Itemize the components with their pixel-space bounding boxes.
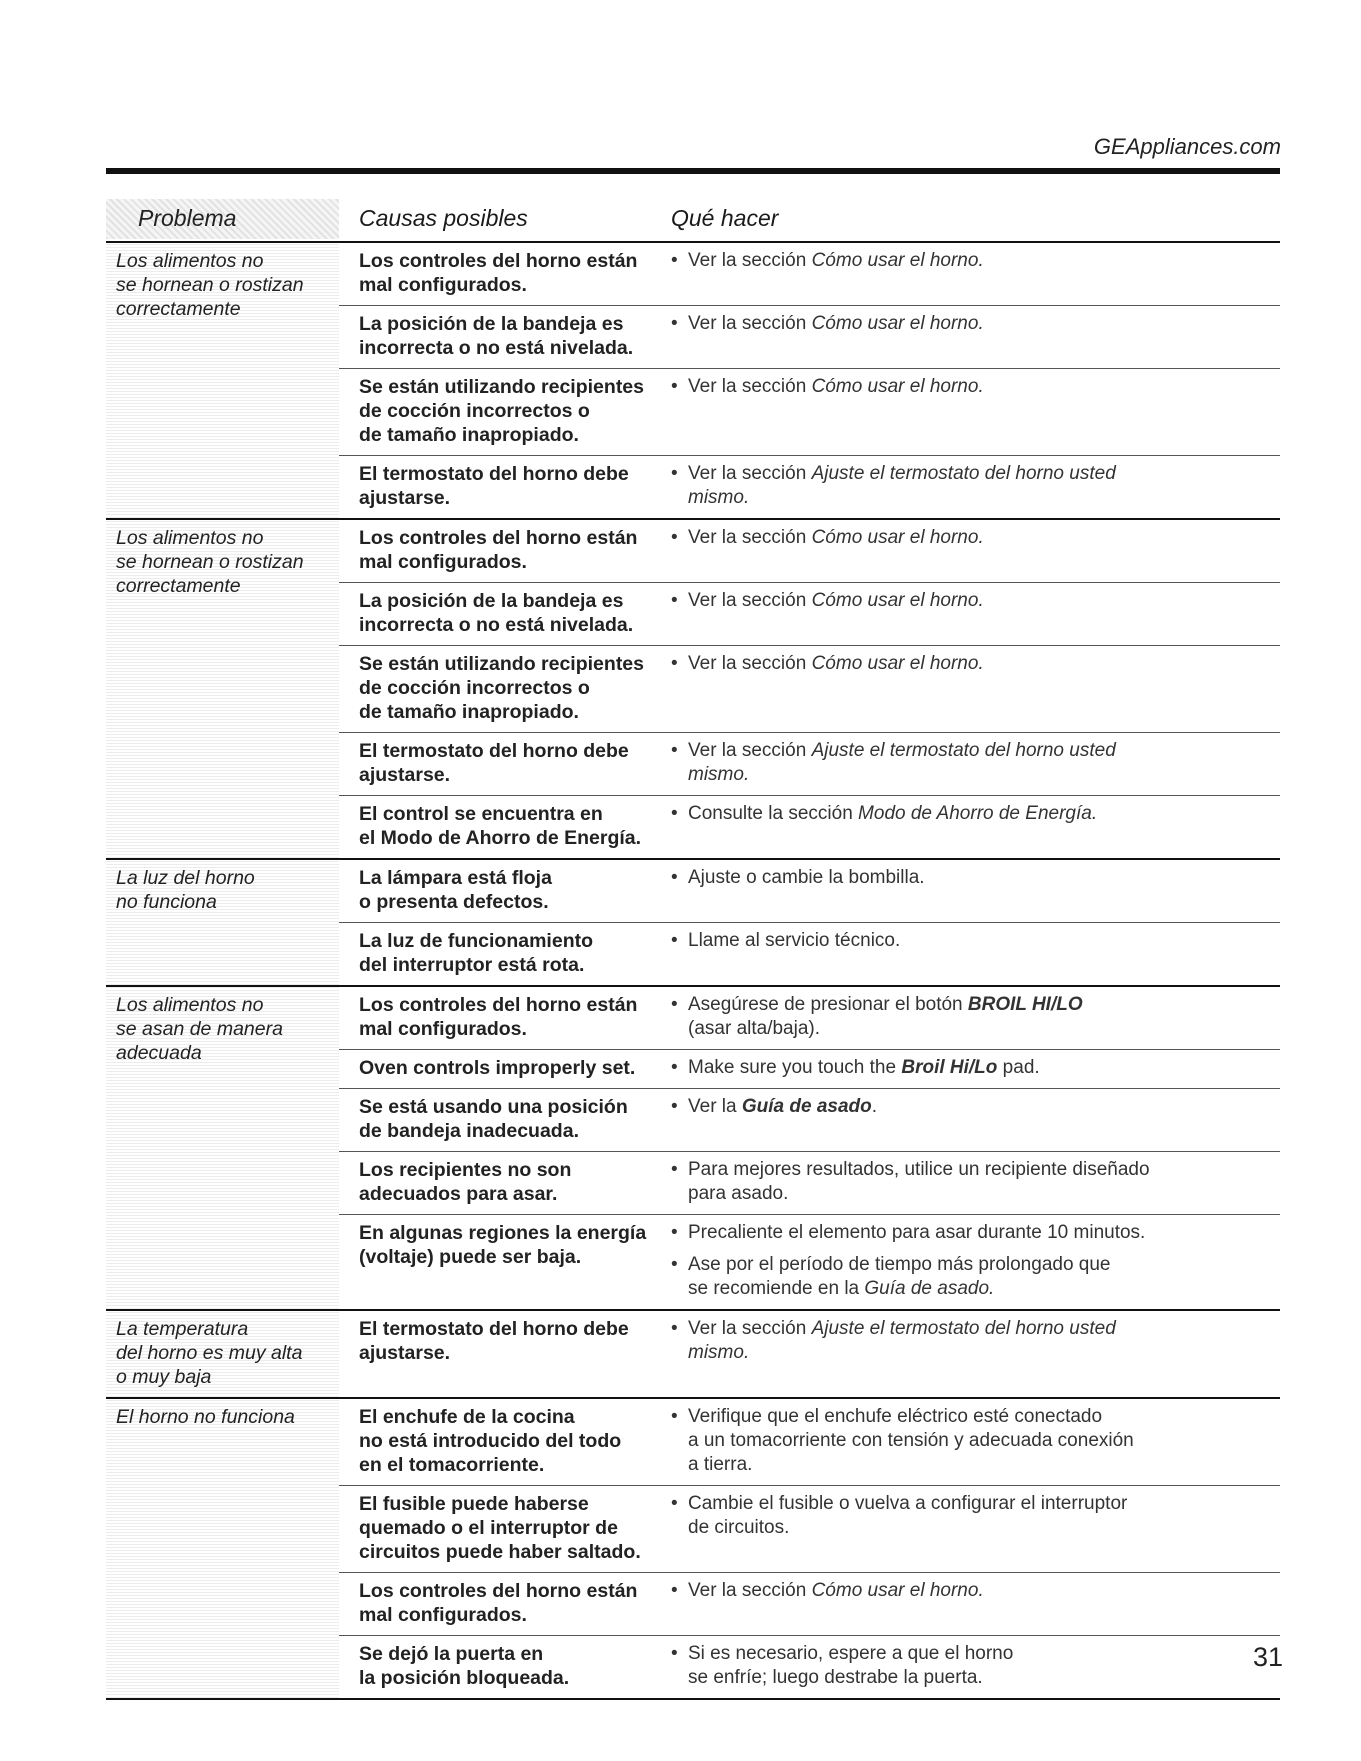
action-text: Verifique que el enchufe eléctrico esté conectado a un tomacorriente con tensión y adecuada conexión a tierra. (688, 1406, 1134, 1475)
action-item (671, 462, 1270, 510)
possible-cause: Los controles del horno están mal configurados. (359, 994, 638, 1040)
action-text-after: (asar alta/baja). (688, 1018, 821, 1039)
what-to-do (671, 733, 1280, 795)
problem-name: Los alimentos no se asan de manera adecuada (106, 987, 339, 1309)
page-number: 31 (1252, 1642, 1283, 1672)
possible-cause: En algunas regiones la energía (voltaje) puede ser baja. (359, 1222, 647, 1268)
problem-name: La temperatura del horno es muy alta o muy baja (106, 1311, 339, 1397)
action-text: Ver la (688, 1096, 742, 1117)
action-text-after: pad. (997, 1057, 1040, 1078)
possible-cause: El control se encuentra en el Modo de Ahorro de Energía. (359, 803, 642, 849)
possible-cause: El termostato del horno debe ajustarse. (359, 463, 629, 509)
action-text: Ver la sección (688, 653, 812, 674)
what-to-do (671, 923, 1280, 985)
action-item (671, 312, 1270, 336)
action-text-after: . (871, 1096, 878, 1117)
action-text: Ver la sección (688, 376, 812, 397)
table-row (339, 987, 1280, 1050)
action-reference: Cómo usar el horno. (811, 653, 984, 674)
table-row (339, 733, 1280, 796)
table-row (339, 243, 1280, 306)
action-item (671, 249, 1270, 273)
what-to-do (671, 1399, 1280, 1485)
table-row (339, 860, 1280, 923)
action-item (671, 1405, 1270, 1477)
what-to-do (671, 646, 1280, 732)
possible-cause: El termostato del horno debe ajustarse. (359, 740, 629, 786)
table-header (106, 199, 1280, 243)
action-item (671, 1221, 1270, 1245)
table-row (339, 1050, 1280, 1089)
problem-name: Los alimentos no se hornean o rostizan correctamente (106, 243, 339, 518)
what-to-do (671, 860, 1280, 922)
possible-cause: Se está usando una posición de bandeja inadecuada. (359, 1096, 628, 1142)
possible-cause: Se están utilizando recipientes de cocción incorrectos o de tamaño inapropiado. (359, 376, 644, 446)
action-reference: Guía de asado. (864, 1278, 995, 1299)
possible-cause: Los recipientes no son adecuados para asar. (359, 1159, 572, 1205)
possible-cause: El enchufe de la cocina no está introducido del todo en el tomacorriente. (359, 1406, 622, 1476)
action-text: Ver la sección (688, 1318, 812, 1339)
action-item (671, 993, 1270, 1041)
action-text: Asegúrese de presionar el botón (688, 994, 968, 1015)
action-item (671, 652, 1270, 676)
table-row (339, 1636, 1280, 1698)
possible-cause: Los controles del horno están mal configurados. (359, 250, 638, 296)
what-to-do (671, 987, 1280, 1049)
action-bold-term: Broil Hi/Lo (901, 1057, 998, 1078)
action-item (671, 526, 1270, 550)
table-row (339, 583, 1280, 646)
action-item (671, 1253, 1270, 1301)
what-to-do (671, 1050, 1280, 1088)
table-row (339, 306, 1280, 369)
action-text: Ajuste o cambie la bombilla. (688, 867, 925, 888)
table-row (339, 796, 1280, 858)
action-reference: Ajuste el termostato del horno usted mismo. (688, 463, 1116, 508)
action-reference: Cómo usar el horno. (811, 376, 984, 397)
action-text: Cambie el fusible o vuelva a configurar el interruptor de circuitos. (688, 1493, 1128, 1538)
action-item (671, 1492, 1270, 1540)
what-to-do (671, 1152, 1280, 1214)
table-row (339, 1311, 1280, 1373)
table-row (339, 1152, 1280, 1215)
table-row (339, 1399, 1280, 1486)
action-reference: Cómo usar el horno. (811, 313, 984, 334)
action-text: Si es necesario, espere a que el horno se enfríe; luego destrabe la puerta. (688, 1643, 1014, 1688)
action-item (671, 1642, 1270, 1690)
action-reference: Cómo usar el horno. (811, 527, 984, 548)
what-to-do (671, 1215, 1280, 1309)
possible-cause: Los controles del horno están mal configurados. (359, 1580, 638, 1626)
problem-group (106, 1399, 1280, 1700)
action-item (671, 375, 1270, 399)
problem-name: El horno no funciona (106, 1399, 339, 1698)
problem-group (106, 243, 1280, 520)
action-text: Precaliente el elemento para asar durante 10 minutos. (688, 1222, 1146, 1243)
table-row (339, 369, 1280, 456)
header-rule (106, 168, 1280, 174)
troubleshooting-table (106, 199, 1280, 1700)
action-item (671, 1317, 1270, 1365)
what-to-do (671, 1311, 1280, 1373)
what-to-do (671, 456, 1280, 518)
action-text: Ver la sección (688, 250, 812, 271)
what-to-do (671, 796, 1280, 858)
possible-cause: La posición de la bandeja es incorrecta o no está nivelada. (359, 313, 634, 359)
action-bold-term: BROIL HI/LO (967, 994, 1083, 1015)
table-row (339, 1089, 1280, 1152)
column-header-actions: Qué hacer (671, 205, 779, 231)
table-row (339, 1573, 1280, 1636)
what-to-do (671, 1573, 1280, 1635)
action-reference: Cómo usar el horno. (811, 1580, 984, 1601)
table-row (339, 646, 1280, 733)
action-text: Ver la sección (688, 740, 812, 761)
possible-cause: El fusible puede haberse quemado o el interruptor de circuitos puede haber saltado. (359, 1493, 641, 1563)
problem-group (106, 987, 1280, 1311)
action-reference: Cómo usar el horno. (811, 590, 984, 611)
what-to-do (671, 306, 1280, 368)
table-row (339, 923, 1280, 985)
action-item (671, 929, 1270, 953)
action-item (671, 1158, 1270, 1206)
possible-cause: Oven controls improperly set. (359, 1057, 636, 1079)
what-to-do (671, 1636, 1280, 1698)
action-text: Ver la sección (688, 1580, 812, 1601)
what-to-do (671, 369, 1280, 455)
action-item (671, 589, 1270, 613)
possible-cause: La luz de funcionamiento del interruptor está rota. (359, 930, 594, 976)
action-text: Ver la sección (688, 463, 812, 484)
possible-cause: Se están utilizando recipientes de cocción incorrectos o de tamaño inapropiado. (359, 653, 644, 723)
action-reference: Ajuste el termostato del horno usted mismo. (688, 1318, 1116, 1363)
action-text: Ver la sección (688, 590, 812, 611)
possible-cause: El termostato del horno debe ajustarse. (359, 1318, 629, 1364)
what-to-do (671, 243, 1280, 305)
action-item (671, 1056, 1270, 1080)
action-reference: Modo de Ahorro de Energía. (858, 803, 1098, 824)
action-item (671, 1579, 1270, 1603)
action-text: Ase por el período de tiempo más prolongado que se recomiende en la (688, 1254, 1111, 1299)
action-item (671, 739, 1270, 787)
what-to-do (671, 1486, 1280, 1572)
problem-name: Los alimentos no se hornean o rostizan correctamente (106, 520, 339, 858)
column-header-problem: Problema (106, 199, 339, 239)
action-text: Ver la sección (688, 313, 812, 334)
action-item (671, 802, 1270, 826)
possible-cause: La lámpara está floja o presenta defectos. (359, 867, 552, 913)
table-row (339, 1486, 1280, 1573)
problem-group (106, 520, 1280, 860)
possible-cause: La posición de la bandeja es incorrecta o no está nivelada. (359, 590, 634, 636)
table-row (339, 1215, 1280, 1309)
what-to-do (671, 1089, 1280, 1151)
table-row (339, 520, 1280, 583)
problem-group (106, 860, 1280, 987)
possible-cause: Se dejó la puerta en la posición bloqueada. (359, 1643, 570, 1689)
action-item (671, 1095, 1270, 1119)
what-to-do (671, 520, 1280, 582)
action-text: Llame al servicio técnico. (688, 930, 901, 951)
what-to-do (671, 583, 1280, 645)
problem-group (106, 1311, 1280, 1399)
action-text: Make sure you touch the (688, 1057, 902, 1078)
action-text: Consulte la sección (688, 803, 859, 824)
action-reference: Cómo usar el horno. (811, 250, 984, 271)
action-reference: Ajuste el termostato del horno usted mismo. (688, 740, 1116, 785)
possible-cause: Los controles del horno están mal configurados. (359, 527, 638, 573)
problem-name: La luz del horno no funciona (106, 860, 339, 985)
action-bold-term: Guía de asado (741, 1096, 872, 1117)
table-body (106, 243, 1280, 1700)
action-text: Ver la sección (688, 527, 812, 548)
table-row (339, 456, 1280, 518)
action-item (671, 866, 1270, 890)
site-url: GEAppliances.com (1093, 134, 1281, 159)
action-text: Para mejores resultados, utilice un recipiente diseñado para asado. (688, 1159, 1150, 1204)
column-header-causes: Causas posibles (359, 205, 528, 231)
